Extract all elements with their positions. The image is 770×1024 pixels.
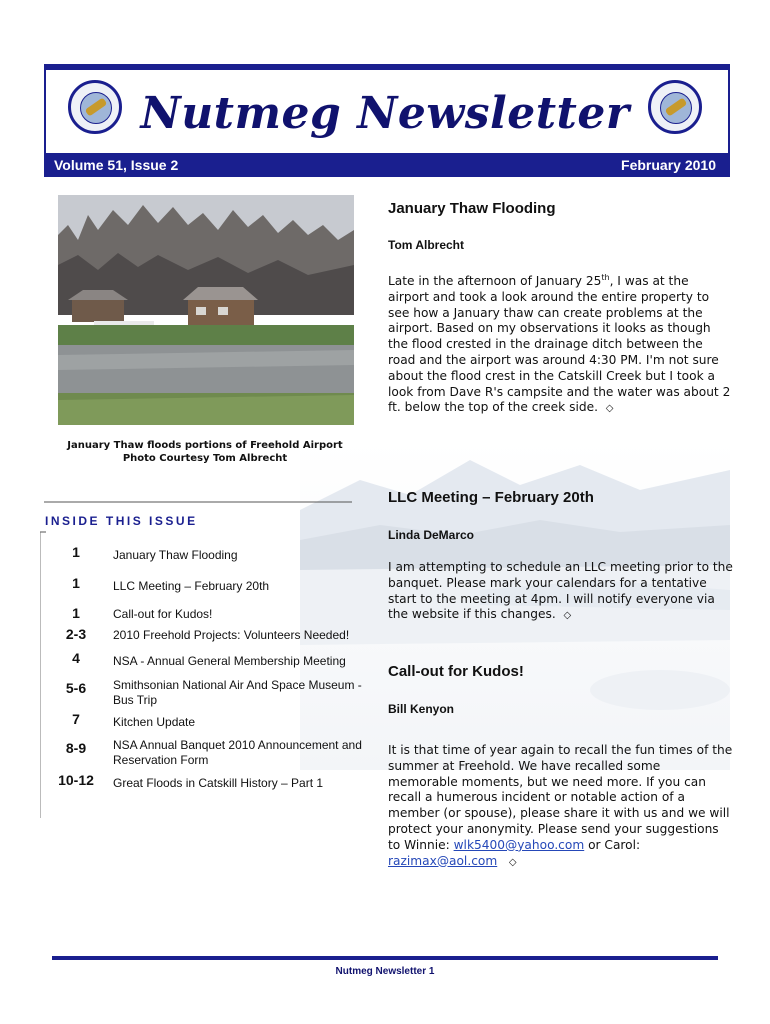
toc-page-number: 1: [72, 575, 80, 591]
article-title: Call-out for Kudos!: [388, 663, 524, 680]
email-link-carol[interactable]: razimax@aol.com: [388, 853, 498, 868]
toc-entry: 2010 Freehold Projects: Volunteers Needed!: [113, 628, 350, 642]
toc-page-number: 8-9: [65, 740, 87, 756]
end-mark-icon: ◇: [563, 610, 572, 622]
issue-date: February 2010: [621, 157, 716, 173]
toc-entry: Smithsonian National Air And Space Museum - Bus Trip: [113, 678, 362, 707]
article-author: Tom Albrecht: [388, 238, 465, 252]
issue-volume: Volume 51, Issue 2: [54, 157, 179, 173]
email-link-winnie[interactable]: wlk5400@yahoo.com: [453, 837, 585, 852]
toc-entry: NSA - Annual General Membership Meeting: [113, 654, 346, 668]
toc-page-number: 7: [72, 711, 80, 727]
article-author: Linda DeMarco: [388, 528, 475, 542]
photo-caption-line1: January Thaw floods portions of Freehold Airport: [67, 440, 343, 451]
toc-entry: Great Floods in Catskill History – Part 1: [113, 776, 324, 790]
photo-caption: [40, 439, 370, 465]
toc-page-number: 4: [72, 650, 80, 666]
end-mark-icon: ◇: [605, 403, 614, 415]
article-body: It is that time of year again to recall the fun times of the summer at Freehold. We have recalled some memorable moments, but we need more. If you can recall a humerous incident or notable action of a member (or spouse), please share it with us and we will protect your anonymity. Please send your suggestions to Winnie: wlk5400@yahoo.com or Carol: razimax@aol.com ◇: [388, 743, 733, 868]
footer-page-label: Nutmeg Newsletter 1: [335, 966, 435, 977]
inside-this-issue-box: [40, 500, 372, 818]
toc-entry: January Thaw Flooding: [113, 548, 238, 562]
toc-entry: Call-out for Kudos!: [113, 607, 213, 621]
masthead-top-rule: [44, 64, 730, 70]
issue-bar: [44, 153, 730, 177]
article-body: Late in the afternoon of January 25th, I was at the airport and took a look around the entire property to see how a January thaw can create problems at the airport. Based on my observations it looks as though the flood crested in the drainage ditch between the road and the airport was around 4:30 PM. I'm not sure about the flood crest in the Catskill Creek but I took a look from Dave R's campsite and the water was about 2 ft. below the top of the creek side. ◇: [388, 273, 731, 415]
flooded-airport-photo: [58, 195, 354, 425]
article-author: Bill Kenyon: [388, 702, 455, 716]
toc-entry: Kitchen Update: [113, 715, 196, 729]
article-title: LLC Meeting – February 20th: [388, 489, 594, 506]
article-body: I am attempting to schedule an LLC meeting prior to the banquet. Please mark your calendars for a tentative start to the meeting at 4pm. I will notify everyone via the website if this changes. ◇: [388, 560, 733, 622]
newsletter-title: Nutmeg Newsletter: [140, 88, 630, 139]
photo-caption-credit: Photo Courtesy Tom Albrecht: [122, 453, 288, 464]
toc-page-number: 2-3: [65, 626, 87, 642]
toc-heading: INSIDE THIS ISSUE: [45, 514, 198, 528]
article-title: January Thaw Flooding: [388, 200, 556, 217]
toc-page-number: 10-12: [58, 772, 94, 788]
end-mark-icon: ◇: [508, 856, 517, 868]
toc-page-number: 1: [72, 544, 80, 560]
toc-page-number: 5-6: [65, 680, 87, 696]
toc-page-number: 1: [72, 605, 80, 621]
toc-entry: LLC Meeting – February 20th: [113, 579, 270, 593]
toc-entry: NSA Annual Banquet 2010 Announcement and Reservation Form: [113, 738, 362, 767]
footer-rule: [52, 956, 718, 960]
